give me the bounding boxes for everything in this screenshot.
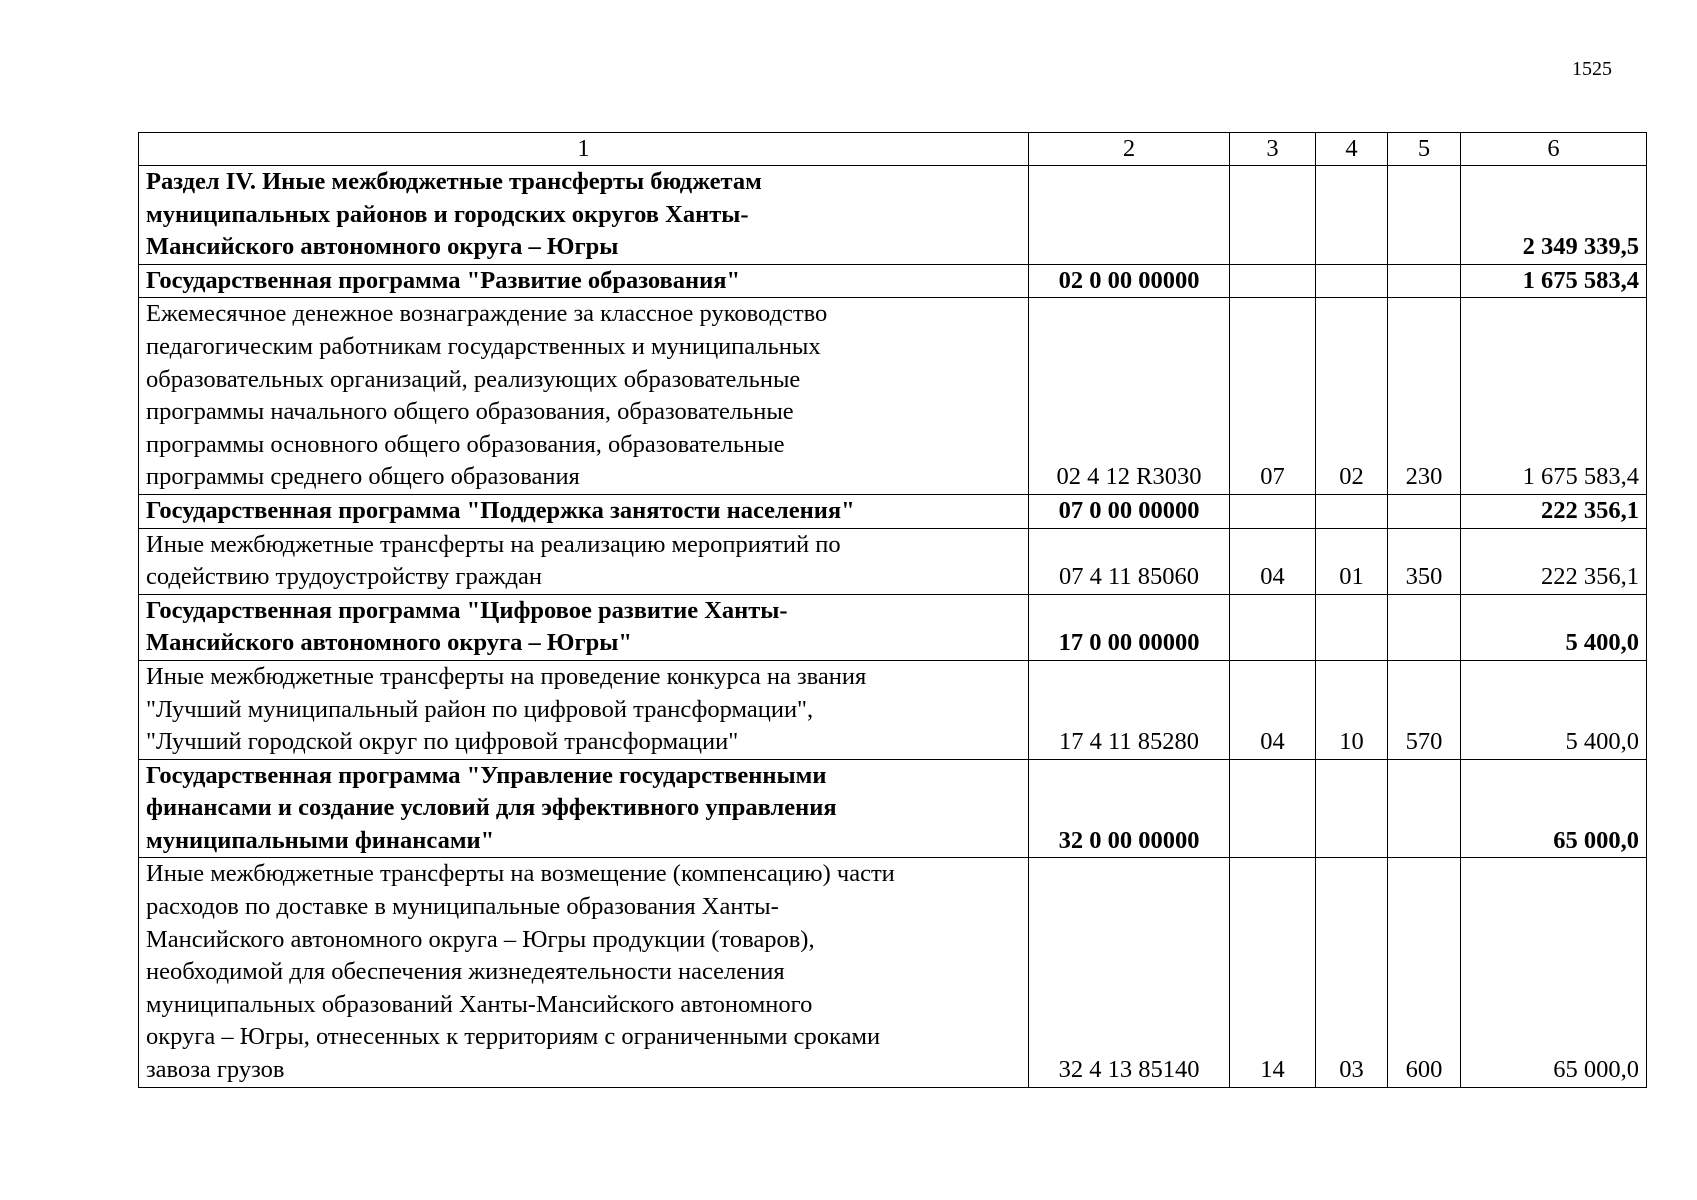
amount-cell: 222 356,1: [1461, 528, 1647, 594]
section-cell: 07: [1230, 298, 1316, 495]
expense-type-cell: [1388, 494, 1461, 528]
amount-cell: 222 356,1: [1461, 494, 1647, 528]
column-header-1: 1: [139, 133, 1029, 166]
row-name-line: финансами и создание условий для эффективного управления: [146, 794, 837, 822]
row-name-line: Иные межбюджетные трансферты на реализацию мероприятий по: [146, 530, 841, 558]
expense-type-cell: [1388, 759, 1461, 858]
subsection-cell: [1316, 759, 1388, 858]
target-code-cell: 02 4 12 R3030: [1029, 298, 1230, 495]
column-header-2: 2: [1029, 133, 1230, 166]
subsection-cell: 01: [1316, 528, 1388, 594]
column-header-3: 3: [1230, 133, 1316, 166]
amount-cell: 1 675 583,4: [1461, 264, 1647, 298]
section-cell: [1230, 264, 1316, 298]
subsection-cell: 10: [1316, 660, 1388, 759]
row-name-cell: [139, 858, 1029, 1087]
program-row: [139, 166, 1647, 265]
amount-cell: 2 349 339,5: [1461, 166, 1647, 265]
subsection-cell: [1316, 166, 1388, 265]
target-code-cell: 17 0 00 00000: [1029, 594, 1230, 660]
row-name-line: муниципальных образований Ханты-Мансийского автономного: [146, 990, 813, 1018]
budget-table-body: [139, 133, 1647, 1088]
column-header-6: 6: [1461, 133, 1647, 166]
subsection-cell: [1316, 264, 1388, 298]
amount-cell: 65 000,0: [1461, 759, 1647, 858]
amount-cell: 5 400,0: [1461, 660, 1647, 759]
row-name-line: Мансийского автономного округа – Югры продукции (товаров),: [146, 925, 815, 953]
row-name-line: Иные межбюджетные трансферты на возмещение (компенсацию) части: [146, 860, 895, 888]
table-row: [139, 298, 1647, 495]
amount-cell: 5 400,0: [1461, 594, 1647, 660]
page-number: 1525: [1572, 58, 1612, 80]
subsection-cell: 02: [1316, 298, 1388, 495]
row-name-line: программы начального общего образования, образовательные: [146, 398, 794, 426]
program-row: [139, 264, 1647, 298]
expense-type-cell: [1388, 166, 1461, 265]
row-name-line: расходов по доставке в муниципальные образования Ханты-: [146, 893, 779, 921]
target-code-cell: 32 4 13 85140: [1029, 858, 1230, 1087]
row-name-line: образовательных организаций, реализующих образовательные: [146, 365, 801, 393]
section-cell: [1230, 494, 1316, 528]
row-name-line: Раздел IV. Иные межбюджетные трансферты бюджетам: [146, 168, 762, 195]
row-name-line: "Лучший муниципальный район по цифровой трансформации",: [146, 695, 814, 723]
row-name-cell: [139, 166, 1029, 265]
column-header-4: 4: [1316, 133, 1388, 166]
expense-type-cell: 350: [1388, 528, 1461, 594]
row-name-cell: [139, 494, 1029, 528]
target-code-cell: 07 0 00 00000: [1029, 494, 1230, 528]
row-name-cell: [139, 298, 1029, 495]
row-name-line: округа – Югры, отнесенных к территориям с ограниченными сроками: [146, 1023, 881, 1051]
row-name-line: Иные межбюджетные трансферты на проведение конкурса на звания: [146, 662, 867, 690]
section-cell: [1230, 166, 1316, 265]
row-name-line: завоза грузов: [146, 1056, 285, 1084]
row-name-line: программы среднего общего образования: [146, 463, 580, 491]
row-name-line: муниципальных районов и городских округов Ханты-: [146, 200, 749, 228]
section-cell: 04: [1230, 660, 1316, 759]
row-name-line: программы основного общего образования, образовательные: [146, 430, 785, 458]
row-name-cell: [139, 759, 1029, 858]
section-cell: 14: [1230, 858, 1316, 1087]
expense-type-cell: 600: [1388, 858, 1461, 1087]
table-row: [139, 858, 1647, 1087]
section-cell: [1230, 759, 1316, 858]
column-header-5: 5: [1388, 133, 1461, 166]
row-name-cell: [139, 528, 1029, 594]
target-code-cell: [1029, 166, 1230, 265]
target-code-cell: 07 4 11 85060: [1029, 528, 1230, 594]
program-row: [139, 759, 1647, 858]
row-name-line: "Лучший городской округ по цифровой трансформации": [146, 728, 739, 756]
amount-cell: 1 675 583,4: [1461, 298, 1647, 495]
target-code-cell: 32 0 00 00000: [1029, 759, 1230, 858]
amount-cell: 65 000,0: [1461, 858, 1647, 1087]
program-row: [139, 494, 1647, 528]
expense-type-cell: [1388, 264, 1461, 298]
subsection-cell: [1316, 594, 1388, 660]
section-cell: 04: [1230, 528, 1316, 594]
row-name-line: необходимой для обеспечения жизнедеятельности населения: [146, 958, 785, 986]
row-name-line: Мансийского автономного округа – Югры": [146, 629, 632, 657]
row-name-line: Государственная программа "Развитие образования": [146, 266, 741, 294]
expense-type-cell: [1388, 594, 1461, 660]
row-name-line: содействию трудоустройству граждан: [146, 563, 542, 591]
row-name-cell: [139, 594, 1029, 660]
target-code-cell: 02 0 00 00000: [1029, 264, 1230, 298]
row-name-cell: [139, 264, 1029, 298]
subsection-cell: [1316, 494, 1388, 528]
subsection-cell: 03: [1316, 858, 1388, 1087]
target-code-cell: 17 4 11 85280: [1029, 660, 1230, 759]
expense-type-cell: 570: [1388, 660, 1461, 759]
row-name-line: Государственная программа "Цифровое развитие Ханты-: [146, 596, 788, 624]
expense-type-cell: 230: [1388, 298, 1461, 495]
row-name-line: педагогическим работникам государственных и муниципальных: [146, 332, 821, 360]
table-row: [139, 528, 1647, 594]
row-name-line: Ежемесячное денежное вознаграждение за классное руководство: [146, 300, 828, 328]
row-name-line: Государственная программа "Поддержка занятости населения": [146, 496, 855, 524]
table-header-row: [139, 133, 1647, 166]
row-name-line: Мансийского автономного округа – Югры: [146, 233, 619, 261]
row-name-line: муниципальными финансами": [146, 826, 495, 854]
program-row: [139, 594, 1647, 660]
table-row: [139, 660, 1647, 759]
row-name-cell: [139, 660, 1029, 759]
budget-table: [138, 132, 1647, 1088]
section-cell: [1230, 594, 1316, 660]
row-name-line: Государственная программа "Управление государственными: [146, 761, 827, 789]
